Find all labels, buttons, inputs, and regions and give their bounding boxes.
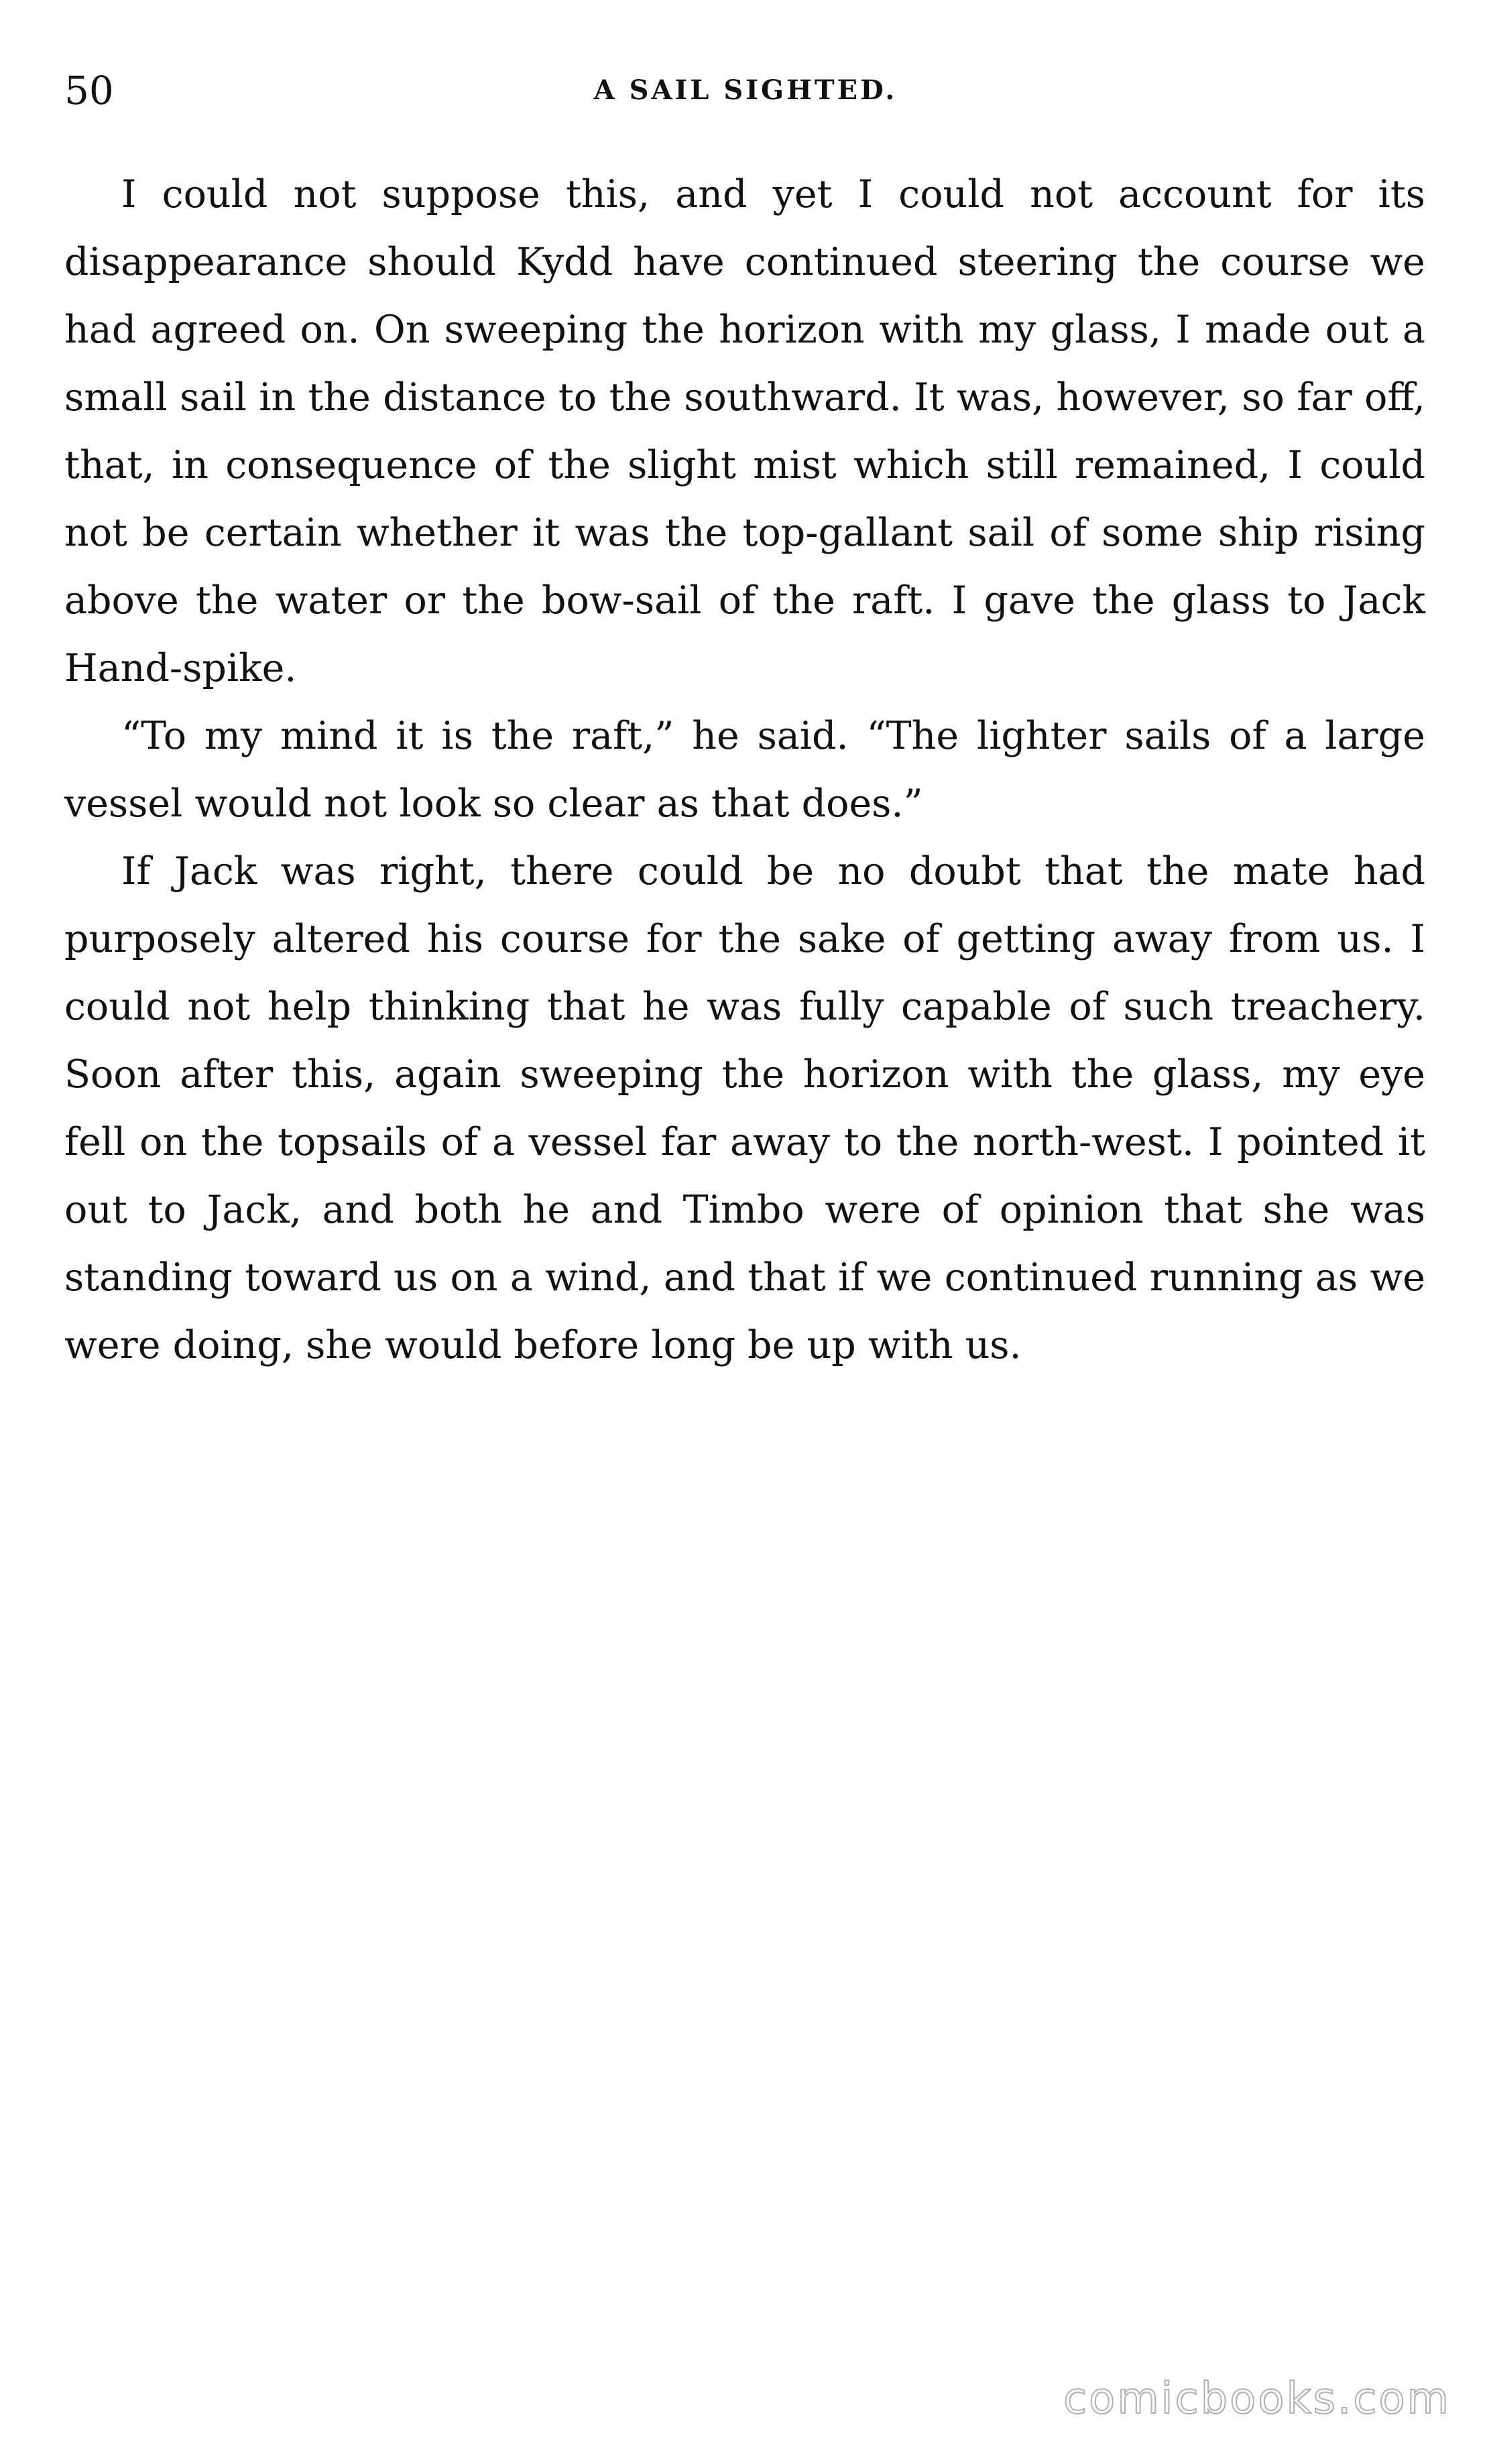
- paragraph-3: If Jack was right, there could be no doubt that the mate had purposely altered his course for the sake of getting away from us. I could not help thinking that he was fully capable of such treachery. Soon after this, again sweeping the horizon with the glass, my eye fell on the topsails of a vessel far away to the north-west. I pointed it out to Jack, and both he and Timbo were of opinion that she was standing toward us on a wind, and that if we continued running as we were doing, she would before long be up with us.: [64, 849, 1425, 1367]
- section-title: A SAIL SIGHTED.: [593, 74, 898, 106]
- paragraph-1: I could not suppose this, and yet I could not account for its disappearance should Kydd have continued steering the course we had agreed on. On sweeping the horizon with my glass, I made out a small sail in the distance to the southward. It was, however, so far off, that, in consequence of the slight mist which still remained, I could not be certain whether it was the top-gallant sail of some ship rising above the water or the bow-sail of the raft. I gave the glass to Jack Hand-spike.: [64, 172, 1425, 690]
- running-head: [64, 60, 1427, 121]
- body-text: [64, 161, 1425, 1379]
- watermark: comicbooks.com: [1063, 2374, 1451, 2424]
- paragraph-2: “To my mind it is the raft,” he said. “The lighter sails of a large vessel would not look so clear as that does.”: [64, 714, 1425, 826]
- page-number: 50: [64, 68, 114, 113]
